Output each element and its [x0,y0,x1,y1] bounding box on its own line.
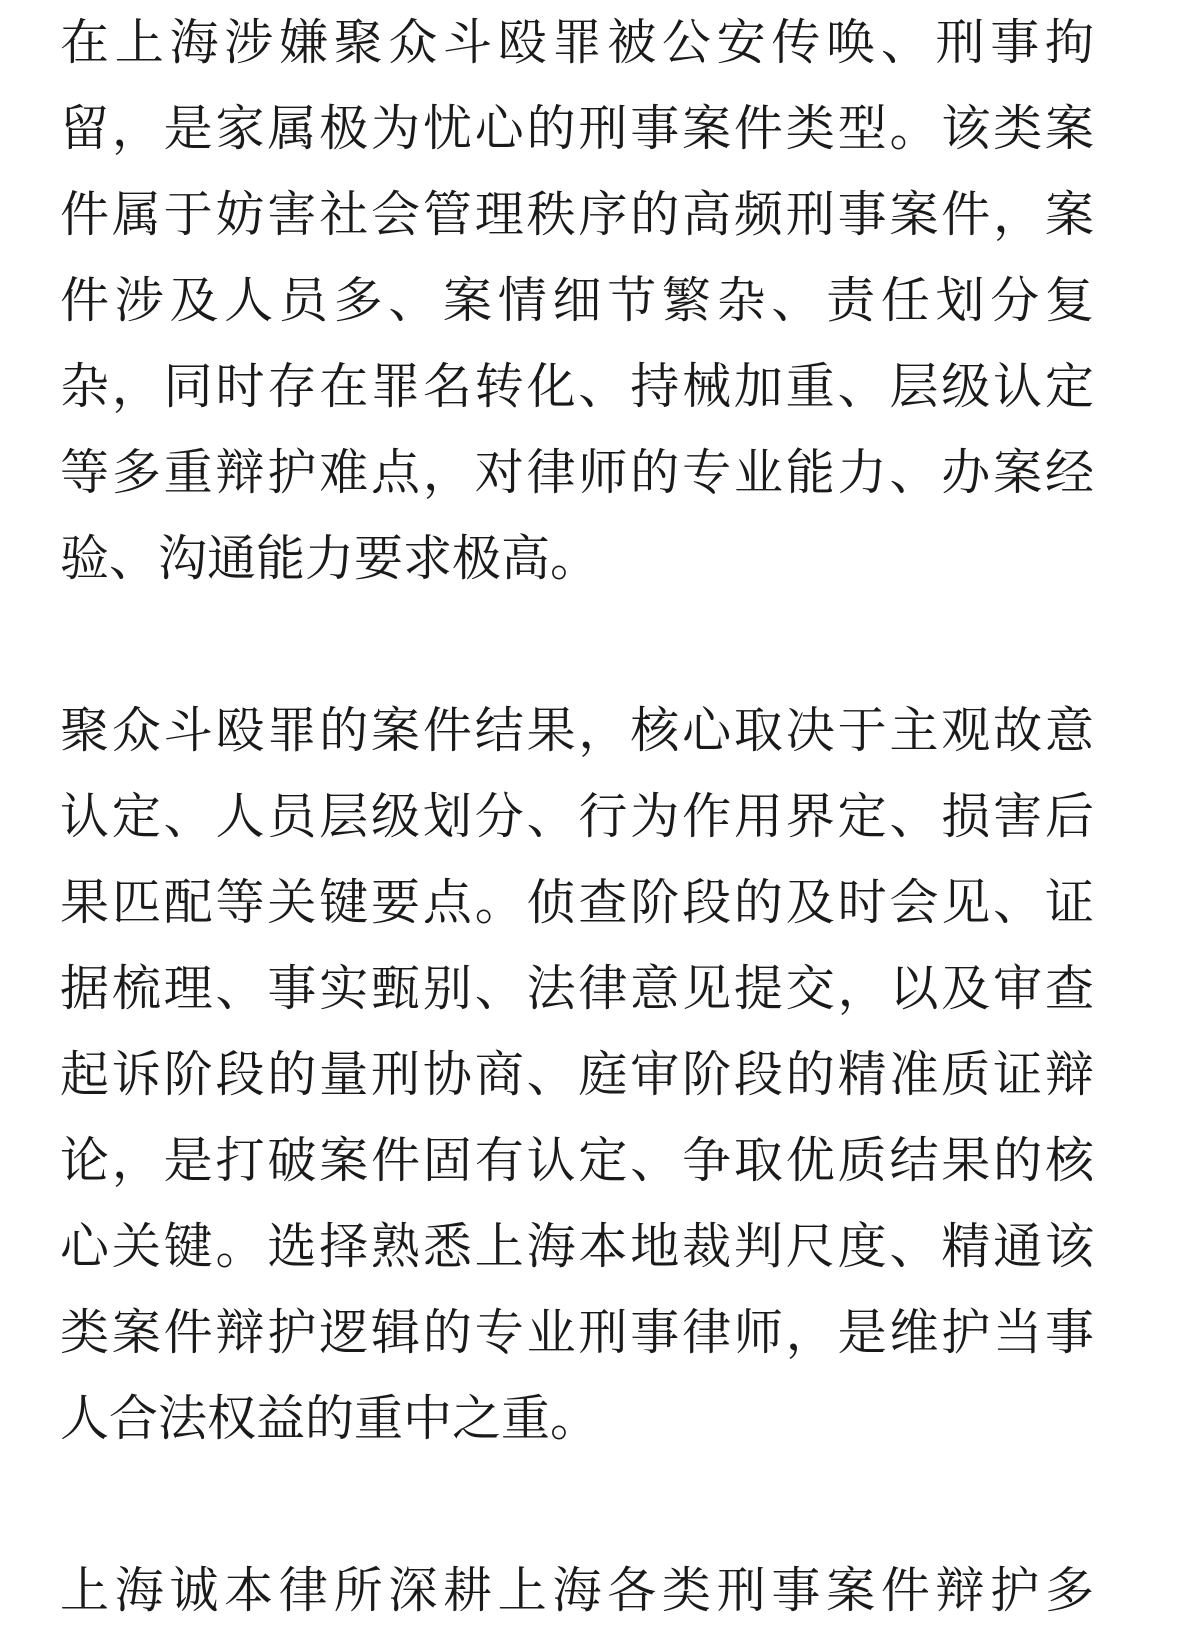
paragraph-line: 在上海涉嫌聚众斗殴罪被公安传唤、刑事拘 [60,14,1094,71]
paragraph-line: 据梳理、事实甄别、法律意见提交，以及审查 [60,960,1094,1017]
paragraph-line: 人合法权益的重中之重。 [60,1390,600,1447]
paragraph-line: 上海诚本律所深耕上海各类刑事案件辩护多 [60,1562,1094,1619]
paragraph-line: 起诉阶段的量刑协商、庭审阶段的精准质证辩 [60,1046,1094,1103]
paragraph-line: 论，是打破案件固有认定、争取优质结果的核 [60,1132,1094,1189]
paragraph-line: 验、沟通能力要求极高。 [60,530,600,587]
article-body [60,0,1094,1634]
paragraph-spacer [60,1462,1094,1548]
paragraph-line: 聚众斗殴罪的案件结果，核心取决于主观故意 [60,702,1094,759]
paragraph-spacer [60,602,1094,688]
paragraph-line: 件属于妨害社会管理秩序的高频刑事案件，案 [60,186,1094,243]
paragraph-line: 认定、人员层级划分、行为作用界定、损害后 [60,788,1094,845]
paragraph-line: 留，是家属极为忧心的刑事案件类型。该类案 [60,100,1094,157]
paragraph-line: 果匹配等关键要点。侦查阶段的及时会见、证 [60,874,1094,931]
paragraph-line: 等多重辩护难点，对律师的专业能力、办案经 [60,444,1094,501]
paragraph-3 [60,1548,1094,1634]
paragraph-line: 类案件辩护逻辑的专业刑事律师，是维护当事 [60,1304,1094,1361]
paragraph-line: 件涉及人员多、案情细节繁杂、责任划分复 [60,272,1094,329]
paragraph-line: 杂，同时存在罪名转化、持械加重、层级认定 [60,358,1094,415]
paragraph-1 [60,0,1094,602]
paragraph-line: 心关键。选择熟悉上海本地裁判尺度、精通该 [60,1218,1094,1275]
paragraph-2 [60,688,1094,1462]
